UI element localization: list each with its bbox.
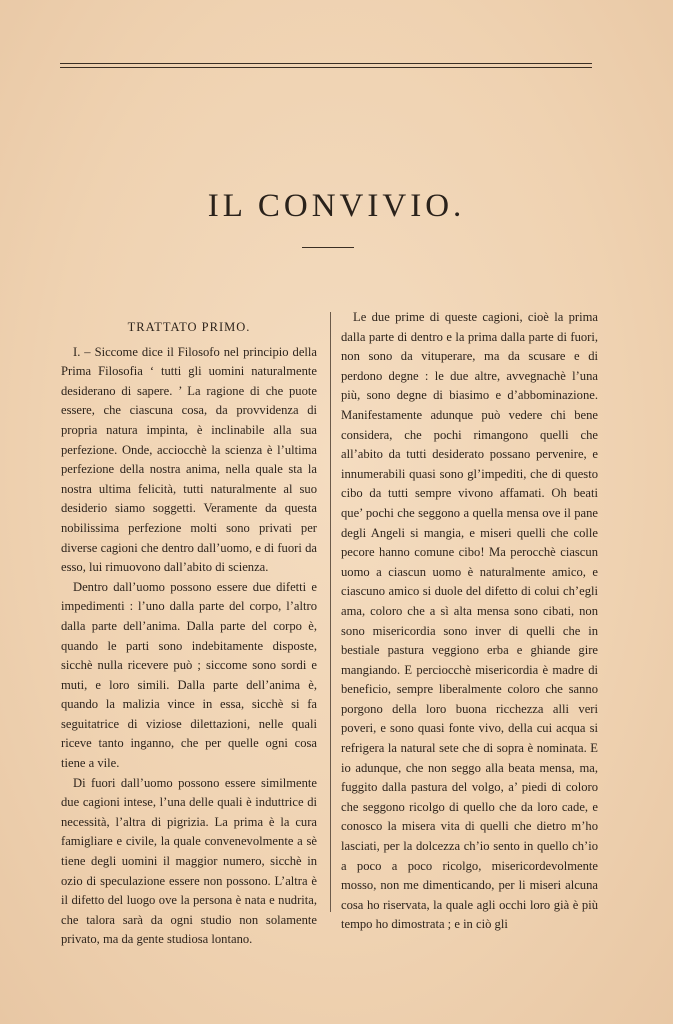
section-heading: TRATTATO PRIMO. (127, 320, 251, 334)
paragraph: I. – Siccome dice il Filosofo nel principio della Prima Filosofia ‘ tutti gli uomini naturalmente desiderano di sapere. ’ La ragione di che puote essere, che ciascuna cosa, da provvidenza di propria natura impinta, è inclinabile alla sua perfezione. Onde, acciocchè la scienza è l’ultima perfezione della nostra anima, nella quale sta la nostra ultima felicità, tutti naturalmente al suo desiderio siamo soggetti. Veramente da questa nobilissima perfezione molti sono privati per diverse cagioni che dentro dall’uomo, e di fuori da esso, lui rimuovono dall’abito di scienza. (61, 344, 317, 575)
paragraph: Di fuori dall’uomo possono essere similmente due cagioni intese, l’una delle quali è induttrice di necessità, l’altra di pigrizia. La prima è la cura famigliare e civile, la quale convenevolmente a sè tiene degli uomini il maggior numero, sicchè in ozio di speculazione essere non possono. L’altra è il difetto del luogo ove la persona è nata e nudrita, che talora sarà da ogni studio non solamente privato, ma da gente studiosa lontano. (61, 775, 317, 947)
title-underline (302, 247, 354, 248)
column-divider (330, 312, 331, 912)
top-rule (60, 63, 592, 64)
paragraph: Dentro dall’uomo possono essere due difetti e impedimenti : l’uno dalla parte del corpo, l’altro dalla parte dell’anima. Dalla parte del corpo è, quando le parti sono indebitamente disposte, sicchè nulla ricevere può ; siccome sono sordi e muti, e loro simili. Dalla parte dell’anima è, quando la malizia vince in essa, sicchè si fa seguitatrice di viziose dilettazioni, nelle quali riceve tanto inganno, che per quelle ogni cosa tiene a vile. (61, 579, 317, 771)
right-column (341, 308, 598, 935)
top-rule-thin (60, 67, 592, 68)
paragraph: Le due prime di queste cagioni, cioè la prima dalla parte di dentro e la prima dalla parte di fuori, non sono da vituperare, ma da scusare e di perdono degne : le due altre, avvegnachè l’una più, sono degne di biasimo e d’abbominazione. Manifestamente adunque può vedere chi bene considera, che pochi rimangono quelli che all’abito da tutti desiderato possano pervenire, e innumerabili quasi sono gl’impediti, che di questo cibo da tutti sempre vivono affamati. Oh beati que’ pochi che seggono a quella mensa ove il pane degli Angeli si mangia, e miseri quelli che colle pecore hanno comune cibo! Ma perocchè ciascun uomo a ciascun uomo è naturalmente amico, e ciascuno amico si duole del difetto di colui ch’egli ama, coloro che a sì alta mensa sono cibati, non sono misericordia sono inver di quelli che in bestiale pastura veggiono erba e ghiande gire mangiando. E perciocchè misericordia è madre di beneficio, sempre liberalmente coloro che sanno porgono della loro buona ricchezza alli veri poveri, e sono quasi fonte vivo, della cui acqua si refrigera la natural sete che di sopra è nominata. E io adunque, che non seggo alla beata mensa, ma, fuggito dalla pastura del volgo, a’ piedi di coloro che seggono ricolgo di quello che da loro cade, e conosco la misera vita di quelli che dietro m’ho lasciati, per la dolcezza ch’io sento in quello ch’io a poco a poco ricolgo, misericordevolmente mosso, non me dimenticando, per li miseri alcuna cosa ho riservata, la quale agli occhi loro già è più tempo ho dimostrata ; e in ciò gli (341, 310, 598, 932)
left-column (61, 318, 317, 950)
page-title: IL CONVIVIO. (207, 188, 466, 224)
